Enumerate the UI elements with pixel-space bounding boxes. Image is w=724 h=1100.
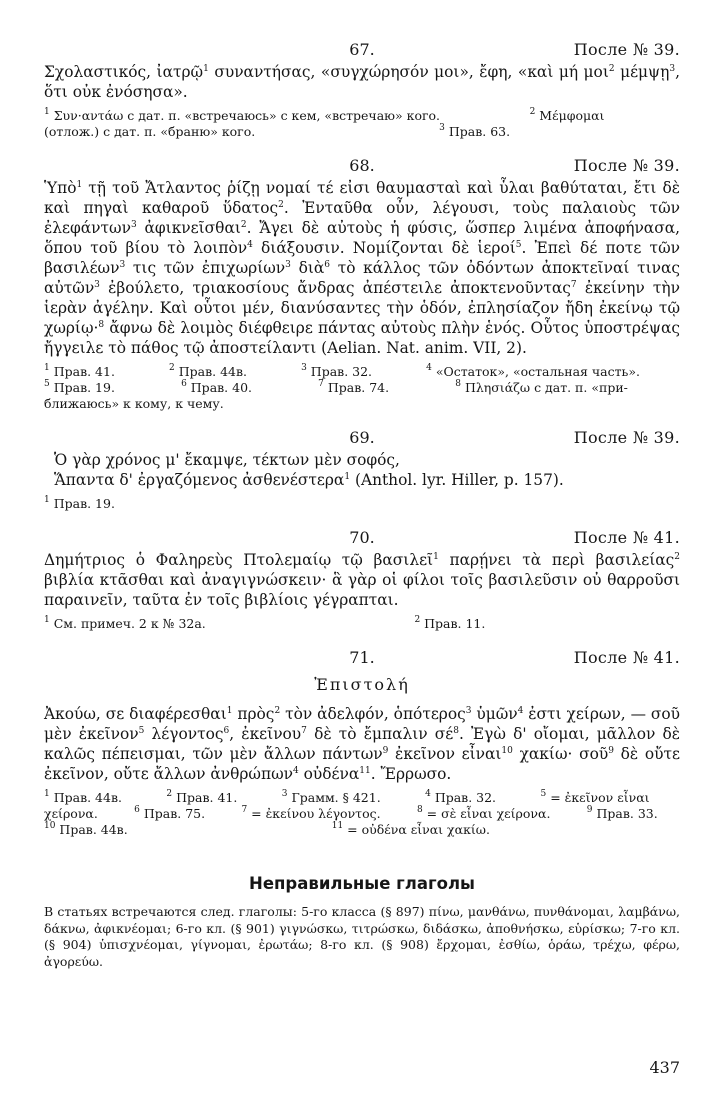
entry-text xyxy=(44,178,680,358)
footnote: $^4$ Прав. 32. xyxy=(425,789,497,805)
footnote-number: 9 xyxy=(586,805,593,815)
entry-header xyxy=(44,526,680,550)
footnote-mark: 2 xyxy=(674,552,680,562)
footnote: $^6$ Прав. 40. xyxy=(181,379,253,395)
footnote-line xyxy=(44,364,680,380)
footnote-number: 11 xyxy=(331,821,344,831)
footnote-mark: 3 xyxy=(285,260,291,270)
footnote: $^3$ Грамм. § 421. xyxy=(281,789,381,805)
footnote-line xyxy=(44,380,680,396)
footnote-line xyxy=(44,790,680,806)
footnotes xyxy=(44,790,680,838)
footnote-mark: 1 xyxy=(226,706,233,716)
page-number: 437 xyxy=(649,1058,680,1077)
footnote: $^1$ Прав. 44в. xyxy=(44,789,122,805)
footnote-number: 6 xyxy=(181,379,187,389)
entry xyxy=(44,426,680,512)
entry-text xyxy=(44,704,680,784)
entry-reference: После № 39. xyxy=(573,428,680,447)
entry-header xyxy=(44,646,680,670)
footnote-number: 1 xyxy=(44,363,50,373)
footnote-number: 8 xyxy=(416,805,423,815)
footnote-mark: 4 xyxy=(293,766,299,776)
footnote-line xyxy=(44,124,680,140)
footnote-mark: 3 xyxy=(94,280,100,290)
footnote-mark: 4 xyxy=(247,240,253,250)
entry-title: Ἐπιστολή xyxy=(314,675,410,694)
footnote-mark: 2 xyxy=(240,220,247,230)
footnote-line xyxy=(44,616,680,632)
entry xyxy=(44,38,680,140)
footnote-mark: 7 xyxy=(301,726,307,736)
section-text: В статьях встречаются след. глаголы: 5-го класса (§ 897) πίνω, μανθάνω, πυνθάνομαι, λαμβάνω, δάκνω, ἀφικνέομαι; 6-го кл. (§ 901) γιγνώσκω, τιτρώσκω, διδάσκω, ἀποθνήσκω, εὑρίσκω; 7-го кл. (§ 904) ὑπισχνέομαι, γίγνομαι, ἐρωτάω; 8-го кл. (§ 908) ἔρχομαι, ἐσθίω, ὁράω, τρέχω, φέρω, ἀγορεύω. xyxy=(44,904,680,969)
footnote-mark: 9 xyxy=(608,746,614,756)
footnote: $^5$ = ἐκεῖνον εἶναι xyxy=(540,789,650,805)
footnote: $^8$ = σὲ εἶναι χείρονα. xyxy=(416,805,551,821)
footnote-number: 1 xyxy=(44,789,50,799)
footnote-mark: 3 xyxy=(669,64,676,74)
footnote-number: 5 xyxy=(44,379,50,389)
footnote: $^2$ Прав. 41. xyxy=(166,789,238,805)
footnote-line xyxy=(44,806,680,822)
footnote-number: 1 xyxy=(44,615,50,625)
entry xyxy=(44,526,680,632)
footnote-mark: 3 xyxy=(130,220,137,230)
footnotes xyxy=(44,108,680,140)
entry-text xyxy=(44,62,680,102)
footnotes xyxy=(44,616,680,632)
footnote: $^9$ Прав. 33. xyxy=(586,805,658,821)
footnote-mark: 9 xyxy=(382,746,389,756)
footnote-number: 4 xyxy=(426,363,432,373)
entry-number: 71. xyxy=(349,648,375,667)
footnote: $^5$ Прав. 19. xyxy=(44,379,115,395)
footnote: $^3$ Прав. 63. xyxy=(439,123,511,139)
footnote-number: 3 xyxy=(439,123,445,133)
entry-reference: После № 41. xyxy=(573,528,680,547)
footnote-number: 1 xyxy=(44,107,50,117)
entry-reference: После № 39. xyxy=(573,40,680,59)
text-line: Ἀκούω, σε διαφέρεσθαι$^1$ πρὸς$^2$ τὸν ἀδελφόν, ὁπότερος$^3$ ὑμῶν$^4$ ἐστι χείρων, — σοῦ μὲν ἐκεῖνον$^5$ λέγοντος$^6$, ἐκεῖνου$^7$ δὲ τὸ ἔμπαλιν $\sigma έ^8$. Ἐγὼ δ' οἴομαι, μᾶλλον δὲ καλῶς πέπεισμαι, τῶν μὲν ἄλλων πάντων$^9$ ἐκεῖνον εἶναι$^{10}$ χακίω· σοῦ$^9$ δὲ οὔτε ἐκεῖνον, οὔτε ἄλλων ἀνθρώπων$^4$ οὐδένα$^{11}$. Ἔρρωσο. xyxy=(44,705,681,783)
footnote-mark: 1 xyxy=(433,552,439,562)
footnote-mark: 7 xyxy=(570,280,577,290)
text-line: Ὁ γὰρ χρόνος μ' ἔκαμψε, τέκτων μὲν σοφός, xyxy=(54,451,400,469)
footnote: $^8$ Πλησιάζω с дат. п. «при- xyxy=(455,379,628,395)
footnote-mark: 4 xyxy=(517,706,524,716)
entry xyxy=(44,154,680,412)
footnotes xyxy=(44,496,680,512)
footnote-number: 2 xyxy=(414,615,421,625)
text-line: Ἅπαντα δ' ἐργαζόμενος ἀσθενέστερα$^1$ (Anthol. lyr. Hiller, p. 157). xyxy=(54,471,564,489)
footnote-number: 2 xyxy=(169,363,175,373)
footnote-mark: 2 xyxy=(608,64,615,74)
footnote-number: 2 xyxy=(166,789,173,799)
footnote-number: 1 xyxy=(44,495,50,505)
footnote: $^{10}$ Прав. 44в. xyxy=(44,821,128,837)
footnote: $^3$ Прав. 32. xyxy=(301,363,373,379)
footnote-number: 6 xyxy=(134,805,140,815)
entry-reference: После № 39. xyxy=(573,156,680,175)
footnote-mark: 1 xyxy=(203,64,209,74)
footnote-mark: 6 xyxy=(324,260,331,270)
footnote: $^2$ Прав. 44в. xyxy=(169,363,247,379)
entries xyxy=(44,38,680,838)
footnote: ближаюсь» к кому, к чему. xyxy=(44,396,224,411)
footnote-mark: 1 xyxy=(76,180,83,190)
footnote: $^{11}$ = οὐδένα εἶναι χακίω. xyxy=(331,821,490,837)
footnote: $^2$ Μέμφομαι xyxy=(529,107,605,123)
footnote: $^7$ = ἐκείνου λέγοντος. xyxy=(241,805,381,821)
footnote-line xyxy=(44,496,680,512)
footnote: $^6$ Прав. 75. xyxy=(134,805,206,821)
text-line: Σχολαστικός, ἰατρῷ$^1$ συναντήσας, «συγχώρησόν μοι», ἔφη, «καὶ μή μοι$^2$ μέμψῃ$^3$, ὅτι οὐκ ἐνόσησα». xyxy=(44,63,680,101)
section-title: Неправильные глаголы xyxy=(249,874,475,893)
footnote-number: 8 xyxy=(455,379,461,389)
entry xyxy=(44,646,680,838)
entry-text xyxy=(44,450,680,490)
footnote-mark: 3 xyxy=(119,260,126,270)
footnote-number: 2 xyxy=(529,107,536,117)
footnote-mark: 11 xyxy=(359,766,371,776)
entry-text xyxy=(44,550,680,610)
footnote-number: 3 xyxy=(281,789,288,799)
entry-number: 67. xyxy=(349,40,375,59)
footnote: $^1$ Συν·αντάω с дат. п. «встречаюсь» с кем, «встречаю» кого. xyxy=(44,107,441,123)
footnote-number: 5 xyxy=(540,789,547,799)
footnote-mark: 2 xyxy=(278,200,284,210)
entry-header xyxy=(44,426,680,450)
text-line: Δημήτριος ὁ Φαληρεὺς Πτολεμαίῳ τῷ βασιλεῖ$^1$ παρῄνει τὰ περὶ βασιλείας$^2$ βιβλία κτᾶσθαι καὶ ἀναγιγνώσκειν· ἃ γὰρ οἱ φίλοι τοῖς βασιλεῦσιν οὐ θαρροῦσι παραινεῖν, ταῦτα ἐν τοῖς βιβλίοις γέγραπται. xyxy=(44,551,680,609)
footnote-line xyxy=(44,108,680,124)
footnote-mark: 10 xyxy=(501,746,513,756)
footnotes xyxy=(44,364,680,412)
footnote: $^1$ См. примеч. 2 к № 32а. xyxy=(44,615,206,631)
footnote-mark: 8 xyxy=(453,726,459,736)
footnote: $^4$ «Остаток», «остальная часть». xyxy=(426,363,640,379)
footnote-mark: 5 xyxy=(515,240,522,250)
footnote-mark: 5 xyxy=(138,726,145,736)
footnote: (отлож.) с дат. п. «браню» кого. xyxy=(44,124,256,139)
entry-header xyxy=(44,154,680,178)
footnote-number: 3 xyxy=(301,363,307,373)
text-line: Ὑπὸ$^1$ τῇ τοῦ Ἄτλαντος ῥίζῃ νομαί τέ εἰσι θαυμασταὶ καὶ ὗλαι βαθύταται, ἔτι δὲ καὶ πηγαὶ καθαροῦ ὕδατος$^2$. Ἐνταῦθα οὖν, λέγουσι, τοὺς παλαιοὺς τῶν ἐλεφάντων$^3$ ἀφικνεῖσθαι$^2$. Ἄγει δὲ αὐτοὺς ἡ φύσις, ὥσπερ λιμένα ἀποφήνασα, ὅπου τοῦ βίου τὸ λοιπὸν$^4$ διάξουσιν. Νομίζονται δὲ ἱεροί$^5$. Ἐπεὶ δέ ποτε τῶν βασιλέων$^3$ τις τῶν ἐπιχωρίων$^3$ διὰ$^6$ τὸ κάλλος τῶν ὀδόντων ἀποκτεῖναί τινας αὐτῶν$^3$ ἐβούλετο, τριακοσίους ἄνδρας ἀπέστειλε ἀποκτενοῦντας$^7$ ἐκείνην τὴν ἱερὰν ἀγέλην. Καὶ οὗτοι μέν, διανύσαντες τὴν ὁδόν, ἐπλησίαζον ἤδη ἐκείνῳ τῷ χωρίῳ·$^8$ ἄφνω δὲ λοιμὸς διέφθειρε πάντας αὐτοὺς πλὴν ἑνός. Οὗτος ὑποστρέψας ἤγγειλε τὸ πάθος τῷ ἀποστείλαντι (Aelian. Nat. anim. VII, 2). xyxy=(44,179,680,357)
entry-header xyxy=(44,38,680,62)
footnote-number: 10 xyxy=(44,821,56,831)
footnote-mark: 2 xyxy=(274,706,281,716)
footnote-mark: 8 xyxy=(98,320,105,330)
footnote-line xyxy=(44,822,680,838)
footnote-mark: 6 xyxy=(223,726,230,736)
footnote-number: 7 xyxy=(241,805,248,815)
footnote-line xyxy=(44,396,680,412)
entry-reference: После № 41. xyxy=(573,648,680,667)
footnote: $^1$ Прав. 41. xyxy=(44,363,115,379)
footnote-number: 4 xyxy=(425,789,431,799)
footnote: χείρονα. xyxy=(44,806,98,821)
entry-number: 69. xyxy=(349,428,375,447)
footnote-mark: 3 xyxy=(465,706,472,716)
footnote: $^1$ Прав. 19. xyxy=(44,495,115,511)
entry-number: 68. xyxy=(349,156,375,175)
entry-number: 70. xyxy=(349,528,375,547)
footnote-number: 7 xyxy=(318,379,324,389)
footnote: $^2$ Прав. 11. xyxy=(414,615,486,631)
footnote-mark: 1 xyxy=(344,472,351,482)
footnote: $^7$ Прав. 74. xyxy=(318,379,390,395)
